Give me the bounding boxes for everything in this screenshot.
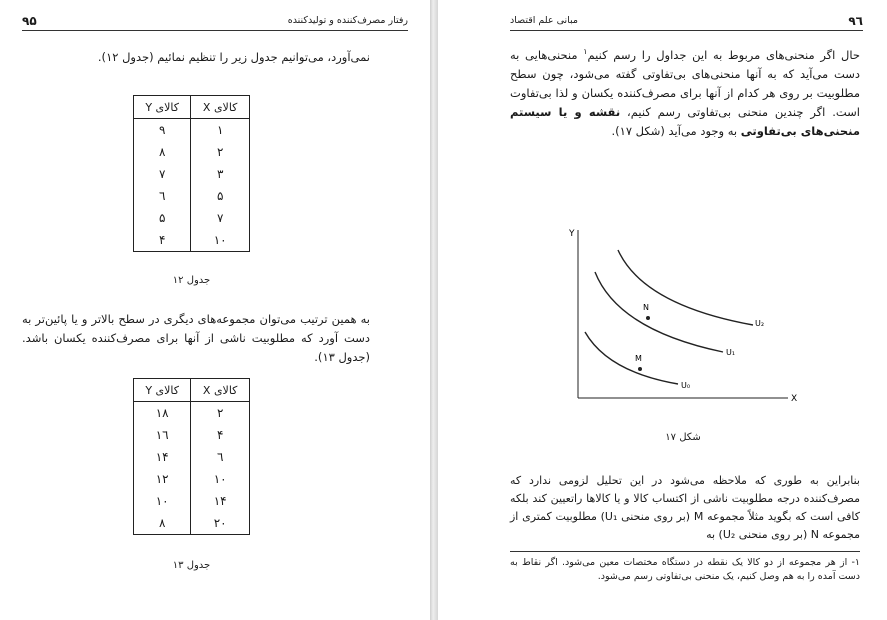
paragraph1-part-a: حال اگر منحنی‌های مربوط به این جداول را رسم کنیم: [587, 47, 860, 62]
table-13: [133, 378, 250, 535]
cell: ٦: [134, 185, 191, 207]
paragraph1-part-b: منحنی‌هایی به دست می‌آید که به آنها منحنی‌های بی‌تفاوتی گفته می‌شود، چون سطح مطلوبیت بر روی هر کدام از آنها برای مصرف‌کننده یکسان و لذا بی‌تفاوت است. اگر چندین منحنی بی‌تفاوتی رسم کنیم،: [510, 47, 860, 119]
table-row: [134, 446, 250, 468]
cell: ۱۰: [134, 490, 191, 512]
table-row: [134, 141, 250, 163]
cell: ۱۰: [191, 468, 250, 490]
footnote-ref: ۱: [583, 47, 588, 56]
right-page-header: [510, 14, 863, 31]
cell: ۱۲: [134, 468, 191, 490]
table-row: [134, 207, 250, 229]
table-row: [134, 468, 250, 490]
cell: ۱۴: [134, 446, 191, 468]
indifference-curves-figure: [563, 220, 803, 410]
table-row: [134, 424, 250, 446]
table-row: [134, 490, 250, 512]
table-row: [134, 512, 250, 535]
cell: ۳: [191, 163, 250, 185]
figure-caption: شکل ۱۷: [665, 432, 701, 443]
footnote-text: ۱- از هر مجموعه از دو کالا یک نقطه در دستگاه مختصات معین می‌شود. اگر نقاط به دست آمده را به هم وصل کنیم، یک منحنی بی‌تفاوتی رسم می‌شود.: [510, 557, 860, 582]
right-running-title: مبانی علم اقتصاد: [510, 15, 578, 26]
point-m: [638, 367, 642, 371]
cell: ۲۰: [191, 512, 250, 535]
table-12: [133, 95, 250, 252]
table-row: [134, 402, 250, 425]
cell: ۷: [191, 207, 250, 229]
cell: ۱٦: [134, 424, 191, 446]
cell: ۴: [134, 229, 191, 252]
cell: ۱۰: [191, 229, 250, 252]
paragraph1-bold: نقشه و یا سیستم منحنی‌های بی‌تفاوتی: [510, 104, 860, 138]
table13-caption: جدول ۱۳: [172, 560, 211, 571]
curve-u2-label: U₂: [755, 319, 765, 328]
curve-u1-label: U₁: [726, 348, 736, 357]
axis-y-label: Y: [569, 229, 575, 239]
table-row: [134, 119, 250, 142]
paragraph1-part-c: به وجود می‌آید (شکل ۱۷).: [611, 123, 738, 138]
left-running-title: رفتار مصرف‌کننده و تولیدکننده: [287, 15, 408, 26]
curve-u0: [585, 332, 678, 384]
cell: ۷: [134, 163, 191, 185]
right-page-number: ۹٦: [848, 14, 863, 28]
cell: ۸: [134, 512, 191, 535]
cell: ۹: [134, 119, 191, 142]
curve-u0-label: U₀: [681, 381, 691, 390]
book-gutter: [430, 0, 438, 620]
cell: ۵: [134, 207, 191, 229]
table12-header-y: کالای Y: [134, 96, 191, 119]
table-row: [134, 229, 250, 252]
cell: ۲: [191, 402, 250, 425]
table13-header-y: کالای Y: [134, 379, 191, 402]
right-page: [438, 0, 887, 620]
cell: ۴: [191, 424, 250, 446]
cell: ۲: [191, 141, 250, 163]
left-page: [0, 0, 430, 620]
left-paragraph-2: به همین ترتیب می‌توان مجموعه‌های دیگری در سطح بالاتر و یا پائین‌تر به دست آورد که مطلوبیت ناشی از آنها برای مصرف‌کننده یکسان باشد. (جدول ۱۳).: [22, 312, 370, 364]
cell: ۱۴: [191, 490, 250, 512]
point-n: [646, 316, 650, 320]
point-n-label: N: [643, 303, 649, 312]
cell: ۵: [191, 185, 250, 207]
table-row: [134, 163, 250, 185]
cell: ۱۸: [134, 402, 191, 425]
right-paragraph-2: بنابراین به طوری که ملاحظه می‌شود در این تحلیل لزومی ندارد که مصرف‌کننده درجه مطلوبیت ناشی از اکتساب کالا و یا کالاها راتعیین کند بلکه کافی است که بگوید مثلاً مجموعه M (بر روی منحنی U₁) مطلوبیت کمتری از مجموعه N (بر روی منحنی U₂) به: [510, 474, 860, 541]
cell: ۱: [191, 119, 250, 142]
right-paragraph-1: [510, 42, 860, 141]
left-page-header: [22, 14, 408, 31]
curve-u1: [595, 272, 723, 352]
axis-x-label: X: [791, 394, 798, 404]
cell: ٦: [191, 446, 250, 468]
point-m-label: M: [635, 354, 642, 363]
left-page-number: ۹۵: [22, 14, 37, 28]
cell: ۸: [134, 141, 191, 163]
left-intro-line: نمی‌آورد، می‌توانیم جدول زیر را تنظیم نمائیم (جدول ۱۲).: [97, 50, 370, 64]
table-row: [134, 185, 250, 207]
table12-caption: جدول ۱۲: [172, 275, 211, 286]
footnote-divider: [510, 551, 860, 552]
table12-header-x: کالای X: [191, 96, 250, 119]
curve-u2: [618, 250, 753, 325]
table13-header-x: کالای X: [191, 379, 250, 402]
